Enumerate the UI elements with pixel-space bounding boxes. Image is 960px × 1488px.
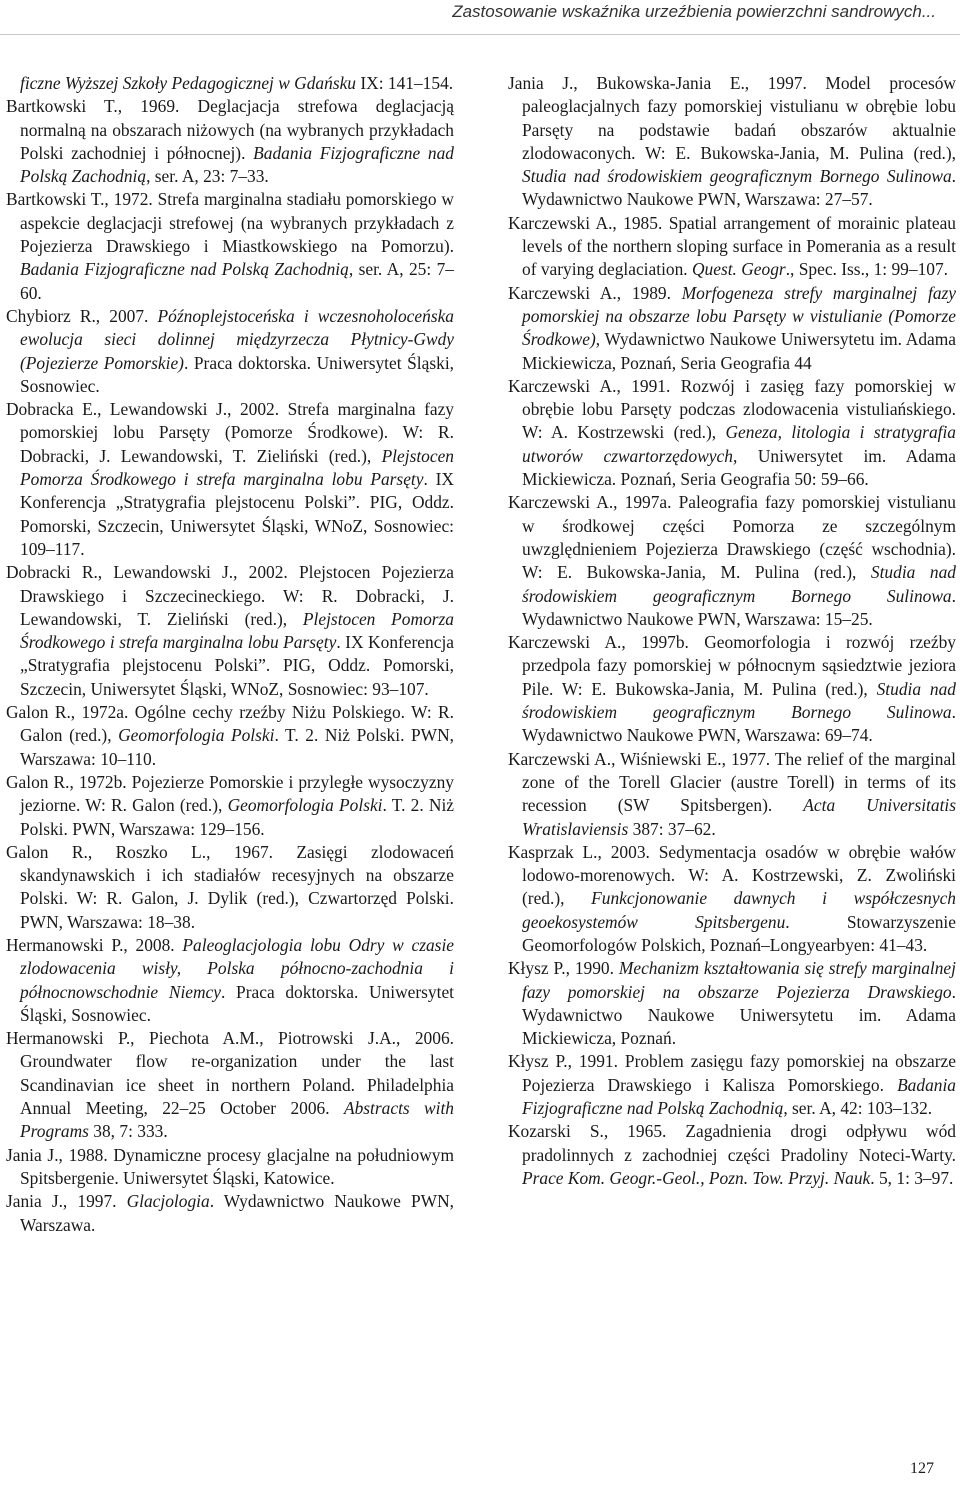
reference-entry bbox=[6, 701, 454, 771]
reference-entry bbox=[508, 748, 956, 841]
header-rule bbox=[0, 34, 960, 35]
running-header: Zastosowanie wskaźnika urzeźbienia powierzchni sandrowych... bbox=[452, 2, 936, 21]
reference-text: Galon R., Roszko L., 1967. Zasięgi zlodowaceń skandynawskich i ich stadiałów recesyjnych na obszarze Polski. W: R. Galon, J. Dylik (red.), Czwartorzęd Polski. PWN, Warszawa: 18–38. bbox=[6, 841, 454, 932]
reference-entry bbox=[6, 841, 454, 934]
reference-title-italic: Acta Universitatis Wratislaviensis bbox=[522, 795, 956, 839]
reference-entry bbox=[6, 95, 454, 188]
reference-text: Karczewski A., Wiśniewski E., 1977. The relief of the marginal zone of the Torell Glacier (austre Torell) in terms of its recession (SW Spitsbergen). bbox=[508, 748, 956, 816]
reference-entry bbox=[6, 1190, 454, 1237]
reference-title-italic: ficzne Wyższej Szkoły Pedagogicznej w Gdańsku bbox=[20, 73, 357, 93]
page-number: 127 bbox=[910, 1460, 934, 1477]
reference-title-italic: Studia nad środowiskiem geograficznym Bornego Sulinowa bbox=[522, 562, 956, 606]
reference-text: . IX Konferencja „Stratygrafia plejstocenu Polski”. PIG, Oddz. Pomorski, Szczecin, Uniwersytet Śląski, WNoZ, Sosnowiec: 109–117. bbox=[20, 469, 454, 559]
reference-text: Dobracki R., Lewandowski J., 2002. Plejstocen Pojezierza Drawskiego i Szczecineckiego. W: R. Dobracki, J. Lewandowski, T. Zieliński (red.), bbox=[6, 562, 454, 629]
reference-entry bbox=[508, 375, 956, 491]
reference-entry bbox=[508, 631, 956, 747]
reference-text: . Wydawnictwo Naukowe PWN, Warszawa: 15–25. bbox=[522, 585, 956, 629]
reference-text: Galon R., 1972b. Pojezierze Pomorskie i przyległe wysoczyzny jeziorne. W: R. Galon (red.), bbox=[6, 771, 454, 816]
reference-title-italic: Geneza, litologia i stratygrafia utworów czwartorzędowych bbox=[522, 422, 956, 466]
reference-entry bbox=[508, 957, 956, 1050]
reference-text: Chybiorz R., 2007. bbox=[6, 305, 158, 326]
reference-text: . IX Konferencja „Stratygrafia plejstocenu Polski”. PIG, Oddz. Pomorski, Szczecin, Uniwersytet Śląski, WNoZ, Sosnowiec: 93–107. bbox=[20, 632, 454, 699]
reference-text: Bartkowski T., 1972. Strefa marginalna stadiału pomorskiego w aspekcie deglacjacji strefowej (na wybranych przykładach z Pojezierza Drawskiego i Miastkowskiego na Pomorzu). bbox=[6, 189, 454, 257]
reference-title-italic: Geomorfologia Polski bbox=[118, 725, 275, 746]
reference-title-italic: Studia nad środowiskiem geograficznym Bornego Sulinowa bbox=[522, 678, 956, 723]
reference-text: . 5, 1: 3–97. bbox=[870, 1167, 954, 1188]
reference-title-italic: Badania Fizjograficzne nad Polską Zachodnią bbox=[20, 142, 454, 187]
reference-text: Kłysz P., 1991. Problem zasięgu fazy pomorskiej na obszarze Pojezierza Drawskiego i Kalisza Pomorskiego. bbox=[508, 1051, 956, 1095]
reference-text: 38, 7: 333. bbox=[88, 1121, 168, 1142]
reference-entry bbox=[6, 305, 454, 398]
reference-entry bbox=[508, 841, 956, 957]
reference-text: . T. 2. Niż Polski. PWN, Warszawa: 129–156. bbox=[20, 795, 454, 839]
reference-entry bbox=[508, 491, 956, 631]
reference-title-italic: Glacjologia bbox=[126, 1191, 210, 1212]
reference-entry bbox=[6, 398, 454, 561]
reference-text: Dobracka E., Lewandowski J., 2002. Strefa marginalna fazy pomorskiej lobu Parsęty (Pomorze Środkowe). W: R. Dobracki, J. Lewandowski, T. Zieliński (red.), bbox=[6, 399, 454, 466]
reference-entry bbox=[6, 771, 454, 841]
reference-text: , ser. A, 25: 7–60. bbox=[20, 259, 455, 303]
reference-title-italic: Studia nad środowiskiem geograficznym Bornego Sulinowa bbox=[522, 166, 952, 187]
reference-text: Galon R., 1972a. Ogólne cechy rzeźby Niżu Polskiego. W: R. Galon (red.), bbox=[6, 702, 454, 746]
reference-title-italic: Późnoplejstoceńska i wczesnoholoceńska ewolucja sieci dolinnej międzyrzecza Płytnicy-Gwdy (Pojezierze Pomorskie) bbox=[20, 305, 454, 373]
reference-text: , Uniwersytet im. Adama Mickiewicza. Poznań, Seria Geografia 50: 59–66. bbox=[522, 445, 957, 490]
reference-entry bbox=[6, 72, 454, 95]
reference-entry bbox=[6, 934, 454, 1027]
reference-text: Karczewski A., 1991. Rozwój i zasięg fazy pomorskiej w obrębie lobu Parsęty podczas zlodowacenia vistuliańskiego. W: A. Kostrzewski (red.), bbox=[508, 375, 956, 443]
reference-text: . Wydawnictwo Naukowe PWN, Warszawa: 69–74. bbox=[522, 702, 956, 746]
reference-entry bbox=[6, 1027, 454, 1143]
reference-entry bbox=[508, 212, 956, 282]
reference-entry bbox=[6, 1144, 454, 1191]
reference-title-italic: Funkcjonowanie dawnych i współczesnych geoekosystemów Spitsbergenu bbox=[522, 888, 956, 932]
reference-text: , Wydawnictwo Naukowe Uniwersytetu im. Adama Mickiewicza, Poznań, Seria Geografia 44 bbox=[522, 329, 956, 373]
reference-text: Bartkowski T., 1969. Deglacjacja strefowa deglacjacją normalną na obszarach niżowych (na wybranych przykładach Polski zachodniej i północnej). bbox=[6, 96, 454, 163]
reference-text: Karczewski A., 1985. Spatial arrangement of morainic plateau levels of the northern sloping surface in Pomerania as a result of varying deglaciation. bbox=[508, 212, 956, 280]
reference-text: , ser. A, 23: 7–33. bbox=[146, 166, 269, 187]
reference-text: Kłysz P., 1990. bbox=[508, 958, 619, 979]
reference-title-italic: Badania Fizjograficzne nad Polską Zachodnią bbox=[20, 259, 349, 280]
reference-text: Hermanowski P., Piechota A.M., Piotrowski J.A., 2006. Groundwater flow re-organization under the last Scandinavian ice sheet in northern Poland. Philadelphia Annual Meeting, 22–25 October 2006. bbox=[6, 1028, 454, 1119]
reference-title-italic: Geomorfologia Polski bbox=[227, 795, 383, 816]
reference-text: Karczewski A., 1997b. Geomorfologia i rozwój rzeźby przedpola fazy pomorskiej w północnym sąsiedztwie jeziora Pile. W: E. Bukowska-Jania, M. Pulina (red.), bbox=[508, 632, 956, 699]
reference-title-italic: Plejstocen Pomorza Środkowego i strefa marginalna lobu Parsęty bbox=[20, 608, 454, 653]
reference-text: Jania J., Bukowska-Jania E., 1997. Model procesów paleoglacjalnych fazy pomorskiej vistulianu w obrębie lobu Parsęty na podstawie badań obszarów aktualnie zlodowaconych. W: E. Bukowska-Jania, M. Pulina (red.), bbox=[508, 73, 956, 163]
reference-entry bbox=[508, 282, 956, 375]
reference-title-italic: Plejstocen Pomorza Środkowego i strefa marginalna lobu Parsęty bbox=[20, 445, 454, 490]
reference-text: . Wydawnictwo Naukowe PWN, Warszawa: 27–57. bbox=[522, 166, 956, 210]
reference-text: Hermanowski P., 2008. bbox=[6, 934, 183, 955]
reference-title-italic: Morfogeneza strefy marginalnej fazy pomorskiej na obszarze lobu Parsęty w vistulianie (Pomorze Środkowe) bbox=[522, 282, 957, 350]
reference-entry bbox=[508, 72, 956, 212]
reference-text: . T. 2. Niż Polski. PWN, Warszawa: 10–110. bbox=[20, 725, 454, 769]
reference-text: Kasprzak L., 2003. Sedymentacja osadów w obrębie wałów lodowo-morenowych. W: A. Kostrzewski, Z. Zwoliński (red.), bbox=[508, 841, 956, 909]
reference-text: . Stowarzyszenie Geomorfologów Polskich, Poznań–Longyearbyen: 41–43. bbox=[522, 911, 956, 955]
reference-text: Kozarski S., 1965. Zagadnienia drogi odpływu wód pradolinnych z zachodniej części Pradoliny Noteci-Warty. bbox=[508, 1121, 956, 1165]
reference-text: 387: 37–62. bbox=[628, 818, 716, 839]
reference-entry bbox=[508, 1120, 956, 1190]
reference-title-italic: Quest. Geogr bbox=[691, 259, 786, 280]
reference-entry bbox=[6, 561, 454, 701]
reference-text: . Wydawnictwo Naukowe PWN, Warszawa. bbox=[20, 1191, 454, 1235]
references-right-column bbox=[508, 72, 956, 1190]
reference-title-italic: Prace Kom. Geogr.-Geol., Pozn. Tow. Przyj. Nauk bbox=[522, 1167, 871, 1188]
reference-text: . Praca doktorska. Uniwersytet Śląski, Sosnowiec. bbox=[20, 352, 454, 396]
reference-text: Jania J., 1988. Dynamiczne procesy glacjalne na południowym Spitsbergenie. Uniwersytet Śląski, Katowice. bbox=[6, 1144, 454, 1188]
references-left-column bbox=[6, 72, 454, 1237]
reference-title-italic: Badania Fizjograficzne nad Polską Zachodnią bbox=[522, 1074, 956, 1119]
reference-text: Jania J., 1997. bbox=[6, 1191, 127, 1212]
reference-text: Karczewski A., 1997a. Paleografia fazy pomorskiej vistulianu w środkowej części Pomorza ze szczególnym uwzględnieniem Pojezierza Drawskiego (część wschodnia). W: E. Bukowska-Jania, M. Pulina (red.), bbox=[508, 492, 956, 583]
reference-title-italic: Abstracts with Programs bbox=[20, 1098, 454, 1142]
reference-text: ., Spec. Iss., 1: 99–107. bbox=[785, 259, 949, 280]
reference-text: . Praca doktorska. Uniwersytet Śląski, Sosnowiec. bbox=[20, 981, 454, 1025]
reference-entry bbox=[508, 1050, 956, 1120]
reference-text: Karczewski A., 1989. bbox=[508, 282, 682, 303]
reference-title-italic: Mechanizm kształtowania się strefy marginalnej fazy pomorskiej na obszarze Pojezierza Drawskiego bbox=[522, 958, 956, 1002]
reference-text: IX: 141–154. bbox=[356, 73, 454, 93]
reference-entry bbox=[6, 188, 454, 304]
reference-text: . Wydawnictwo Naukowe Uniwersytetu im. Adama Mickiewicza, Poznań. bbox=[522, 981, 956, 1049]
reference-text: , ser. A, 42: 103–132. bbox=[783, 1098, 933, 1119]
reference-title-italic: Paleoglacjologia lobu Odry w czasie zlodowacenia wisły, Polska północno-zachodnia i północnowschodnie Niemcy bbox=[20, 934, 455, 1002]
